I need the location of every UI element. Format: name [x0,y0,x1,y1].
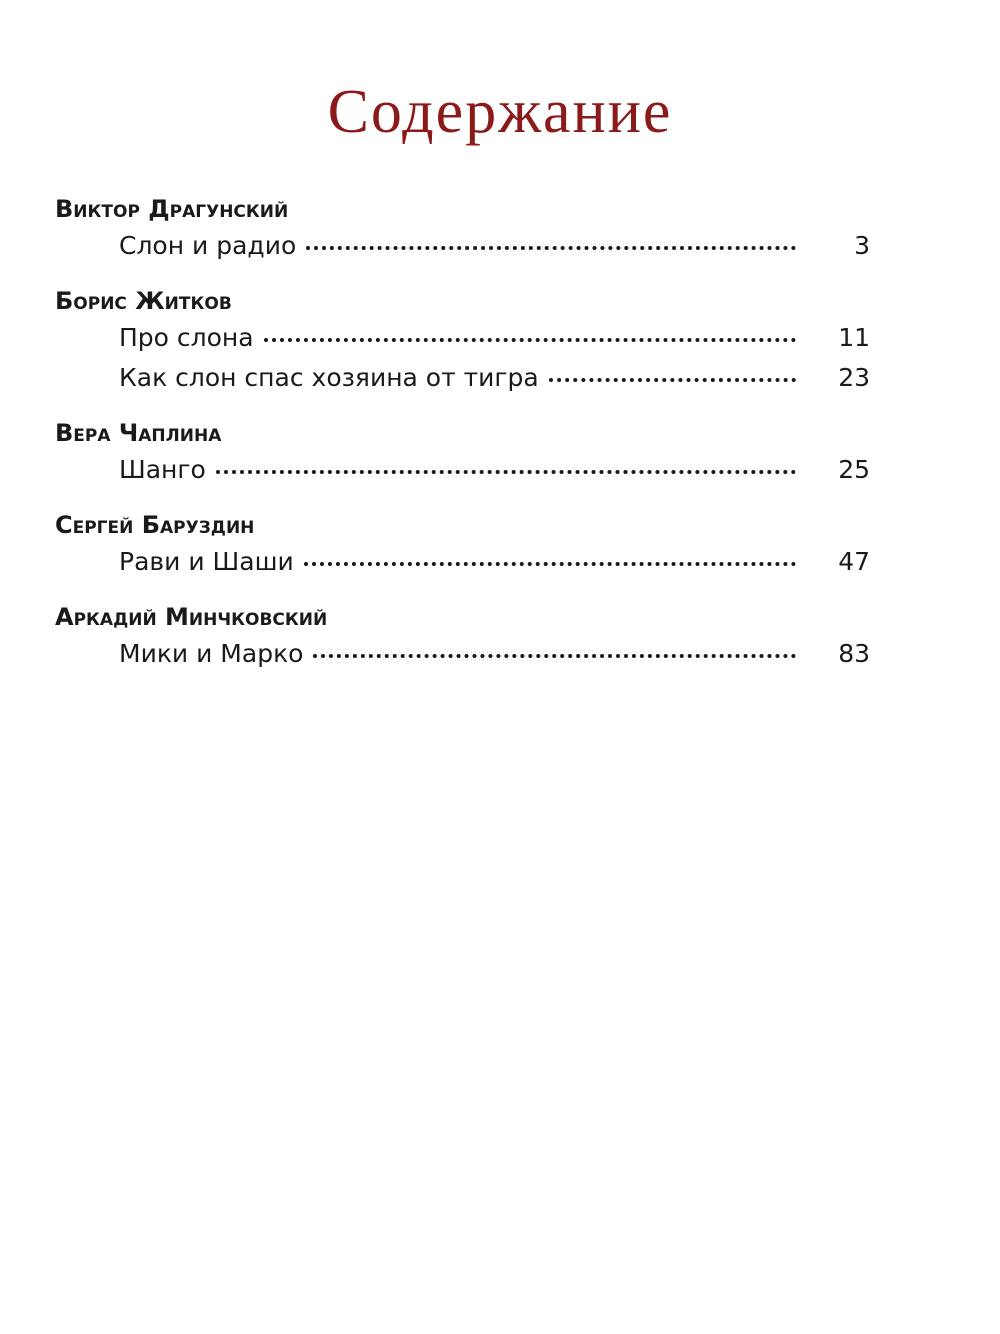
author-name: Виктор Драгунский [55,195,289,223]
toc-entry [119,542,870,582]
entry-title: Шанго [119,455,206,484]
entry-title: Как слон спас хозяина от тигра [119,363,539,392]
entry-page-number: 25 [838,455,870,484]
entry-title: Рави и Шаши [119,547,294,576]
author-section [55,508,870,582]
toc-entry [119,318,870,358]
author-section [55,192,870,266]
entry-title: Про слона [119,323,254,352]
author-section [55,600,870,674]
toc-entry [119,450,870,490]
entry-title: Мики и Марко [119,639,304,668]
dot-leader [313,654,796,658]
dot-leader [306,246,796,250]
entry-page-number: 23 [838,363,870,392]
author-section [55,416,870,490]
dot-leader [216,470,796,474]
toc-entry [119,634,870,674]
author-name: Вера Чаплина [55,419,222,447]
entry-page-number: 47 [838,547,870,576]
entry-page-number: 83 [838,639,870,668]
entry-title: Слон и радио [119,231,297,260]
dot-leader [304,562,796,566]
page-title: Содержание [327,78,673,146]
dot-leader [264,338,796,342]
entry-page-number: 11 [838,323,870,352]
author-name: Аркадий Минчковский [55,603,328,631]
table-of-contents [55,192,870,692]
author-name: Сергей Баруздин [55,511,255,539]
author-section [55,284,870,398]
author-name: Борис Житков [55,287,232,315]
toc-entry [119,226,870,266]
entry-page-number: 3 [854,231,870,260]
dot-leader [549,378,796,382]
toc-entry [119,358,870,398]
